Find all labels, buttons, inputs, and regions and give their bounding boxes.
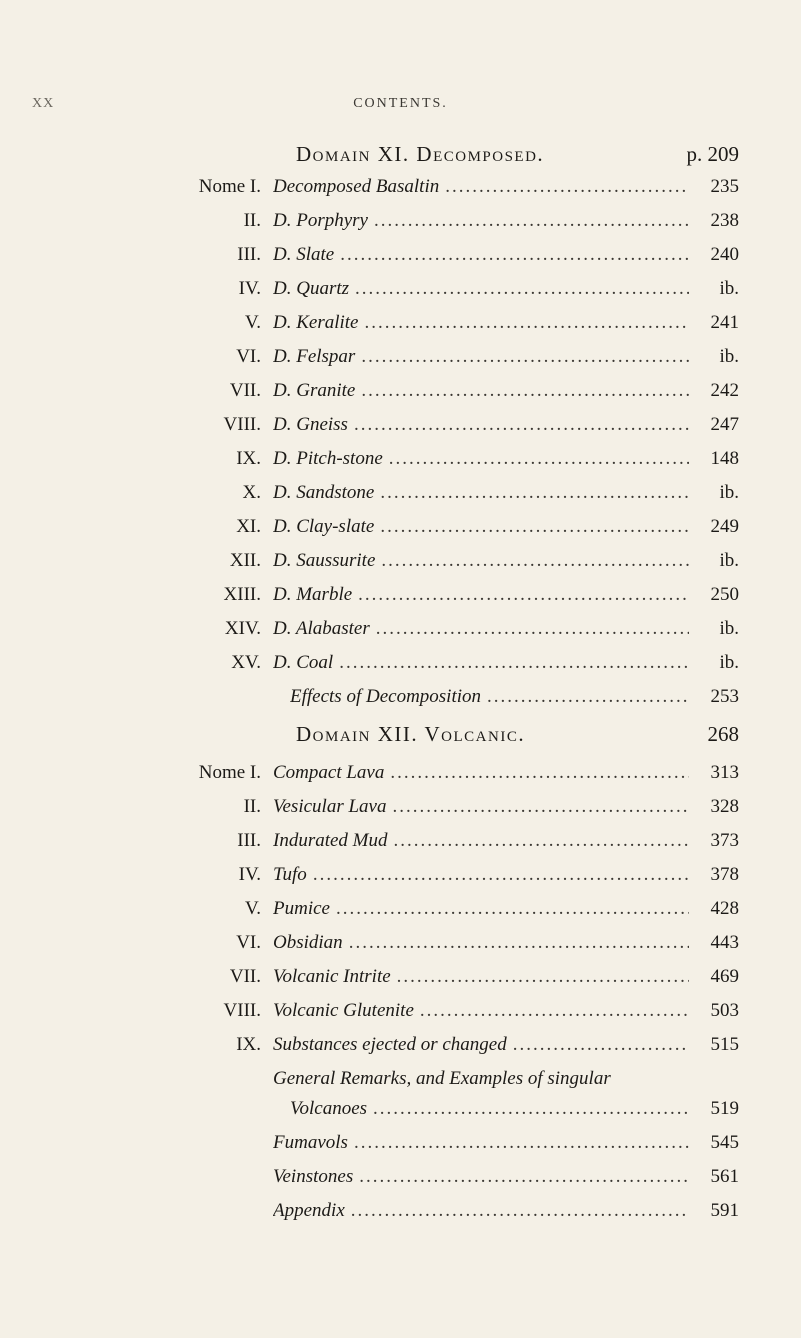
entry-page: 561 <box>710 1166 739 1187</box>
entry-title: Obsidian <box>273 932 343 953</box>
entry-number: XV. <box>231 652 261 673</box>
entry-title: Decomposed Basaltin <box>273 176 440 197</box>
toc-entry <box>0 414 801 448</box>
domain-xi-heading <box>0 142 801 170</box>
entry-page: 428 <box>710 898 739 919</box>
entry-title: D. Granite <box>273 380 356 401</box>
toc-entry <box>0 864 801 898</box>
entry-number: V. <box>244 312 261 333</box>
entry-title: D. Coal <box>273 652 334 673</box>
toc-entry <box>0 830 801 864</box>
domain-xii-heading <box>0 722 801 750</box>
dot-leader <box>336 898 689 920</box>
dot-leader <box>361 380 689 402</box>
entry-title: D. Felspar <box>273 346 356 367</box>
dot-leader <box>313 864 689 886</box>
dot-leader <box>420 1000 689 1022</box>
entry-number: III. <box>237 244 261 265</box>
toc-entry <box>0 278 801 312</box>
dot-leader <box>349 932 689 954</box>
entry-title: Fumavols <box>273 1132 348 1153</box>
dot-leader <box>339 652 689 674</box>
toc-entry <box>0 652 801 686</box>
entry-title: General Remarks, and Examples of singular <box>273 1068 611 1089</box>
entry-number: VI. <box>236 932 261 953</box>
toc-entry <box>0 1132 801 1166</box>
entry-number: IV. <box>238 278 261 299</box>
entry-page: 253 <box>710 686 739 707</box>
toc-entry <box>0 1034 801 1068</box>
entry-title: Volcanoes <box>290 1098 368 1119</box>
toc-entry <box>0 1098 801 1132</box>
entry-title: Veinstones <box>273 1166 354 1187</box>
entry-page: 313 <box>710 762 739 783</box>
toc-entry <box>0 176 801 210</box>
entry-title: Compact Lava <box>273 762 385 783</box>
toc-entry <box>0 346 801 380</box>
toc-entry <box>0 550 801 584</box>
entry-number: VI. <box>236 346 261 367</box>
entry-title: Pumice <box>273 898 330 919</box>
entry-title: Effects of Decomposition <box>290 686 482 707</box>
dot-leader <box>354 414 689 436</box>
entry-number: VIII. <box>223 414 261 435</box>
entry-page: ib. <box>719 618 739 639</box>
entry-page: 240 <box>710 244 739 265</box>
dot-leader <box>397 966 689 988</box>
dot-leader <box>513 1034 689 1056</box>
entry-page: 241 <box>710 312 739 333</box>
domain-xii-title: Domain XII. Volcanic. <box>296 722 526 746</box>
dot-leader <box>351 1200 689 1222</box>
toc-entry <box>0 898 801 932</box>
toc-entry <box>0 244 801 278</box>
entry-title: D. Marble <box>273 584 353 605</box>
entry-number: Nome I. <box>198 762 261 783</box>
entry-page: 469 <box>710 966 739 987</box>
entry-page: ib. <box>719 482 739 503</box>
dot-leader <box>392 796 689 818</box>
entry-number: VII. <box>229 380 261 401</box>
entry-page: 249 <box>710 516 739 537</box>
entry-page: 378 <box>710 864 739 885</box>
dot-leader <box>390 762 689 784</box>
dot-leader <box>358 584 689 606</box>
toc-entry-wrapped-line <box>0 1068 801 1098</box>
entry-number: XIV. <box>224 618 261 639</box>
entry-number: X. <box>242 482 261 503</box>
entry-title: D. Slate <box>273 244 335 265</box>
entry-page: 519 <box>710 1098 739 1119</box>
entry-number: XI. <box>236 516 261 537</box>
entry-page: ib. <box>719 278 739 299</box>
entry-page: 235 <box>710 176 739 197</box>
domain-xi-title: Domain XI. Decomposed. <box>296 142 545 166</box>
dot-leader <box>487 686 689 708</box>
domain-xii-page: 268 <box>707 722 739 746</box>
entry-number: IX. <box>236 448 261 469</box>
toc-entry <box>0 1000 801 1034</box>
entry-title: D. Porphyry <box>273 210 368 231</box>
entry-title: D. Saussurite <box>273 550 376 571</box>
entry-number: VIII. <box>223 1000 261 1021</box>
page-number-roman: XX <box>32 96 55 111</box>
entry-page: 503 <box>710 1000 739 1021</box>
dot-leader <box>373 1098 689 1120</box>
entry-page: 250 <box>710 584 739 605</box>
entry-title: Appendix <box>273 1200 345 1221</box>
entry-number: Nome I. <box>198 176 261 197</box>
dot-leader <box>340 244 689 266</box>
entry-number: IV. <box>238 864 261 885</box>
entry-page: 443 <box>710 932 739 953</box>
entry-number: II. <box>243 796 261 817</box>
toc-entry <box>0 1166 801 1200</box>
entry-page: ib. <box>719 346 739 367</box>
toc-entry <box>0 618 801 652</box>
entry-title: D. Pitch-stone <box>273 448 383 469</box>
entry-page: 515 <box>710 1034 739 1055</box>
entry-number: III. <box>237 830 261 851</box>
entry-page: 545 <box>710 1132 739 1153</box>
entry-page: 328 <box>710 796 739 817</box>
entry-title: Indurated Mud <box>273 830 388 851</box>
dot-leader <box>380 482 689 504</box>
dot-leader <box>354 1132 689 1154</box>
entry-number: VII. <box>229 966 261 987</box>
toc-entry <box>0 1200 801 1234</box>
dot-leader <box>359 1166 689 1188</box>
entry-title: Tufo <box>273 864 307 885</box>
entry-number: XII. <box>229 550 261 571</box>
entry-title: D. Clay-slate <box>273 516 375 537</box>
entry-page: 591 <box>710 1200 739 1221</box>
dot-leader <box>380 516 689 538</box>
running-title: CONTENTS. <box>353 96 448 111</box>
toc-entry <box>0 312 801 346</box>
toc-entry <box>0 210 801 244</box>
dot-leader <box>355 278 689 300</box>
toc-entry <box>0 966 801 1000</box>
domain-xi-entries <box>0 176 801 720</box>
entry-page: 242 <box>710 380 739 401</box>
entry-title: D. Alabaster <box>273 618 370 639</box>
entry-page: ib. <box>719 550 739 571</box>
dot-leader <box>445 176 689 198</box>
entry-title: Substances ejected or changed <box>273 1034 507 1055</box>
entry-number: IX. <box>236 1034 261 1055</box>
entry-page: 148 <box>710 448 739 469</box>
toc-entry <box>0 932 801 966</box>
entry-title: D. Gneiss <box>273 414 348 435</box>
toc-entry <box>0 762 801 796</box>
toc-entry <box>0 686 801 720</box>
toc-entry <box>0 482 801 516</box>
dot-leader <box>376 618 689 640</box>
running-head <box>0 96 801 116</box>
toc-entry <box>0 796 801 830</box>
entry-title: Volcanic Intrite <box>273 966 391 987</box>
entry-page: 238 <box>710 210 739 231</box>
domain-xii-entries <box>0 762 801 1234</box>
entry-number: II. <box>243 210 261 231</box>
dot-leader <box>374 210 689 232</box>
toc-entry <box>0 584 801 618</box>
dot-leader <box>394 830 689 852</box>
dot-leader <box>361 346 689 368</box>
entry-number: XIII. <box>223 584 261 605</box>
entry-title: Volcanic Glutenite <box>273 1000 414 1021</box>
entry-page: ib. <box>719 652 739 673</box>
toc-entry <box>0 380 801 414</box>
entry-title: Vesicular Lava <box>273 796 387 817</box>
toc-entry <box>0 516 801 550</box>
entry-page: 247 <box>710 414 739 435</box>
dot-leader <box>389 448 689 470</box>
dot-leader <box>381 550 689 572</box>
toc-entry <box>0 448 801 482</box>
entry-title: D. Quartz <box>273 278 350 299</box>
entry-title: D. Keralite <box>273 312 359 333</box>
dot-leader <box>365 312 690 334</box>
domain-xi-page: p. 209 <box>686 142 739 166</box>
entry-page: 373 <box>710 830 739 851</box>
entry-title: D. Sandstone <box>273 482 375 503</box>
entry-number: V. <box>244 898 261 919</box>
